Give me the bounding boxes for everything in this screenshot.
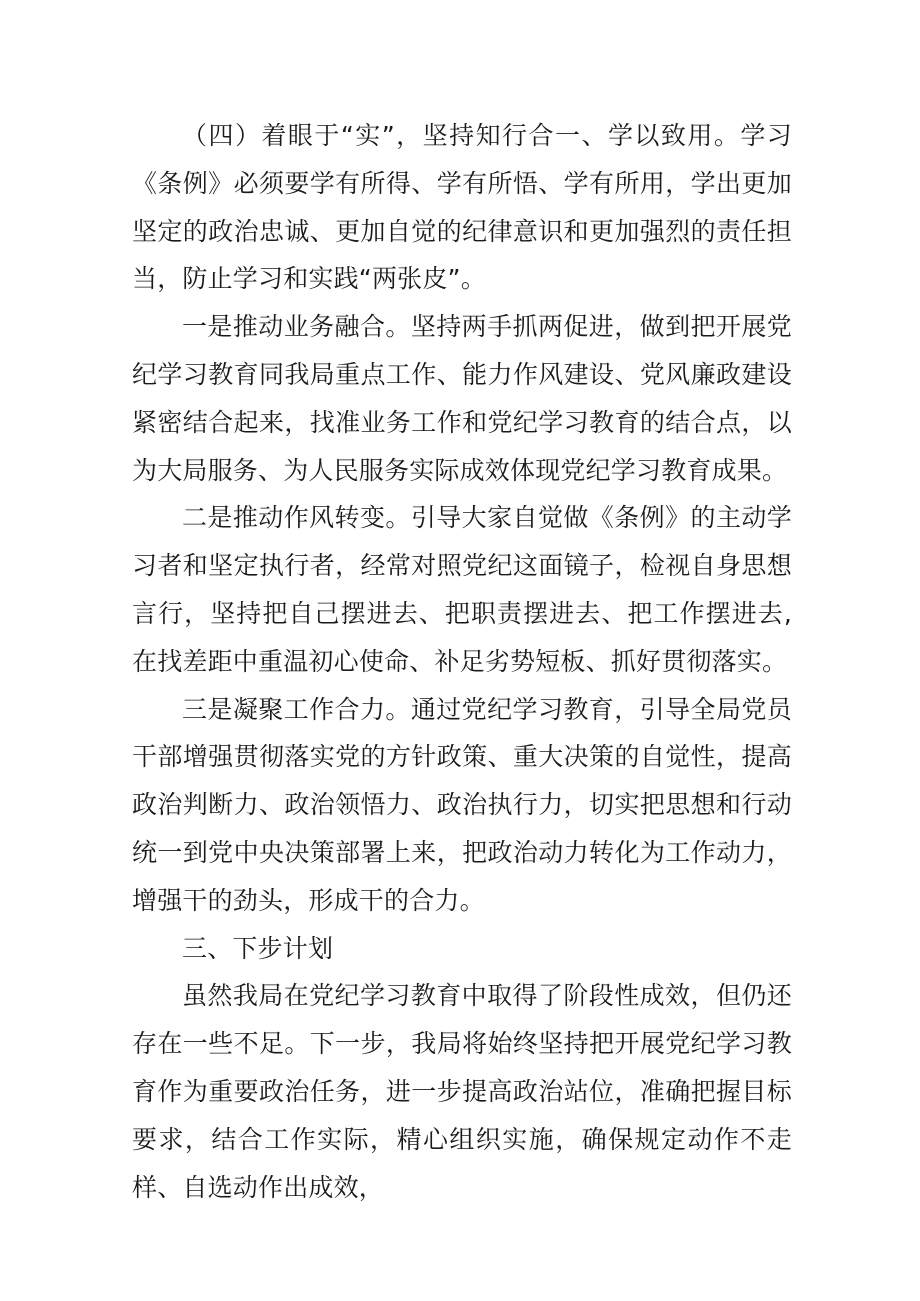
paragraph-style-change: 二是推动作风转变。引导大家自觉做《条例》的主动学习者和坚定执行者，经常对照党纪这面镜子，检视自身思想言行，坚持把自己摆进去、把职责摆进去、把工作摆进去,在找差距中重温初心使命、补足劣势短板、抓好贯彻落实。 xyxy=(132,503,792,676)
document-body xyxy=(132,112,792,1211)
paragraph-section-four: （四）着眼于“实”，坚持知行合一、学以致用。学习《条例》必须要学有所得、学有所悟、学有所用，学出更加坚定的政治忠诚、更加自觉的纪律意识和更加强烈的责任担当，防止学习和实践“两张皮”。 xyxy=(132,121,792,294)
paragraph-business-integration: 一是推动业务融合。坚持两手抓两促进，做到把开展党纪学习教育同我局重点工作、能力作风建设、党风廉政建设紧密结合起来，找准业务工作和党纪学习教育的结合点，以为大局服务、为人民服务实际成效体现党纪学习教育成果。 xyxy=(132,312,792,485)
paragraph-next-steps: 虽然我局在党纪学习教育中取得了阶段性成效，但仍还存在一些不足。下一步，我局将始终坚持把开展党纪学习教育作为重要政治任务，进一步提高政治站位，准确把握目标要求，结合工作实际，精心组织实施，确保规定动作不走样、自选动作出成效， xyxy=(132,981,792,1202)
section-heading-next-plan: 三、下步计划 xyxy=(182,933,334,963)
paragraph-work-synergy: 三是凝聚工作合力。通过党纪学习教育，引导全局党员干部增强贯彻落实党的方针政策、重大决策的自觉性，提高政治判断力、政治领悟力、政治执行力，切实把思想和行动统一到党中央决策部署上来，把政治动力转化为工作动力，增强干的劲头，形成干的合力。 xyxy=(132,694,792,915)
